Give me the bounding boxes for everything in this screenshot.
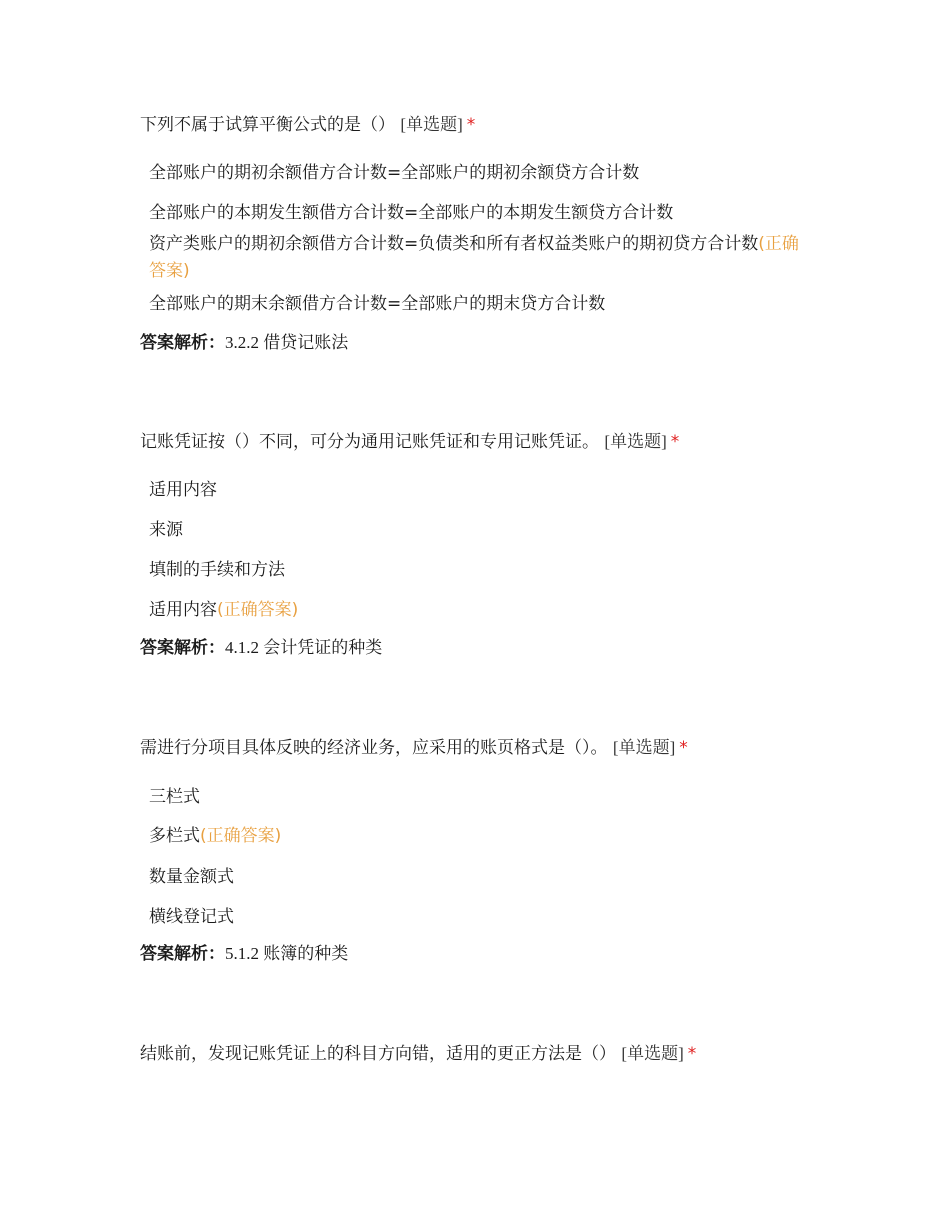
option-text: 适用内容 (149, 600, 217, 620)
required-marker: * (687, 1044, 697, 1064)
answer-option (149, 200, 809, 227)
question-title (140, 1043, 696, 1065)
option-text: 全部账户的期末余额借方合计数=全部账户的期末贷方合计数 (149, 294, 606, 314)
question-text: 记账凭证按（）不同，可分为通用记账凭证和专用记账凭证。 (140, 432, 599, 452)
required-marker: * (679, 738, 688, 758)
option-text: 资产类账户的期初余额借方合计数=负债类和所有者权益类账户的期初贷方合计数 (149, 234, 759, 254)
answer-option (149, 160, 809, 187)
answer-option (149, 231, 809, 285)
correct-answer-marker: (正确答案) (149, 234, 799, 281)
answer-option (149, 597, 809, 624)
answer-option (149, 557, 809, 584)
answer-option (149, 823, 809, 850)
answer-option (149, 864, 809, 891)
answer-option (149, 784, 809, 811)
question-type-tag: [单选题] (612, 738, 676, 757)
answer-option (149, 291, 809, 318)
answer-analysis (140, 637, 382, 659)
required-marker: * (670, 432, 680, 452)
option-text: 数量金额式 (149, 867, 234, 887)
question-text: 需进行分项目具体反映的经济业务，应采用的账页格式是（）。 (140, 738, 608, 758)
question-type-tag: [单选题] (621, 1044, 684, 1063)
question-type-tag: [单选题] (604, 432, 667, 451)
question-title (140, 737, 688, 759)
question-title (140, 114, 475, 136)
analysis-text: 4.1.2 会计凭证的种类 (225, 638, 383, 657)
question-text: 下列不属于试算平衡公式的是（） (140, 115, 395, 135)
answer-option (149, 904, 809, 931)
option-text: 横线登记式 (149, 907, 234, 927)
option-text: 填制的手续和方法 (149, 560, 285, 580)
analysis-text: 3.2.2 借贷记账法 (225, 333, 349, 352)
question-type-tag: [单选题] (400, 115, 463, 134)
answer-analysis (140, 332, 348, 354)
option-text: 全部账户的本期发生额借方合计数=全部账户的本期发生额贷方合计数 (149, 203, 674, 223)
option-text: 三栏式 (149, 787, 200, 807)
analysis-label: 答案解析： (140, 333, 225, 353)
question-text: 结账前，发现记账凭证上的科目方向错，适用的更正方法是（） (140, 1044, 616, 1064)
question-title (140, 431, 679, 453)
required-marker: * (466, 115, 476, 135)
analysis-label: 答案解析： (140, 944, 225, 964)
answer-analysis (140, 943, 348, 965)
answer-option (149, 477, 809, 504)
option-text: 适用内容 (149, 480, 217, 500)
correct-answer-marker: (正确答案) (217, 600, 299, 620)
correct-answer-marker: (正确答案) (200, 826, 282, 846)
option-text: 多栏式 (149, 826, 200, 846)
analysis-label: 答案解析： (140, 638, 225, 658)
analysis-text: 5.1.2 账簿的种类 (225, 944, 349, 963)
option-text: 全部账户的期初余额借方合计数=全部账户的期初余额贷方合计数 (149, 163, 640, 183)
option-text: 来源 (149, 520, 183, 540)
answer-option (149, 517, 809, 544)
